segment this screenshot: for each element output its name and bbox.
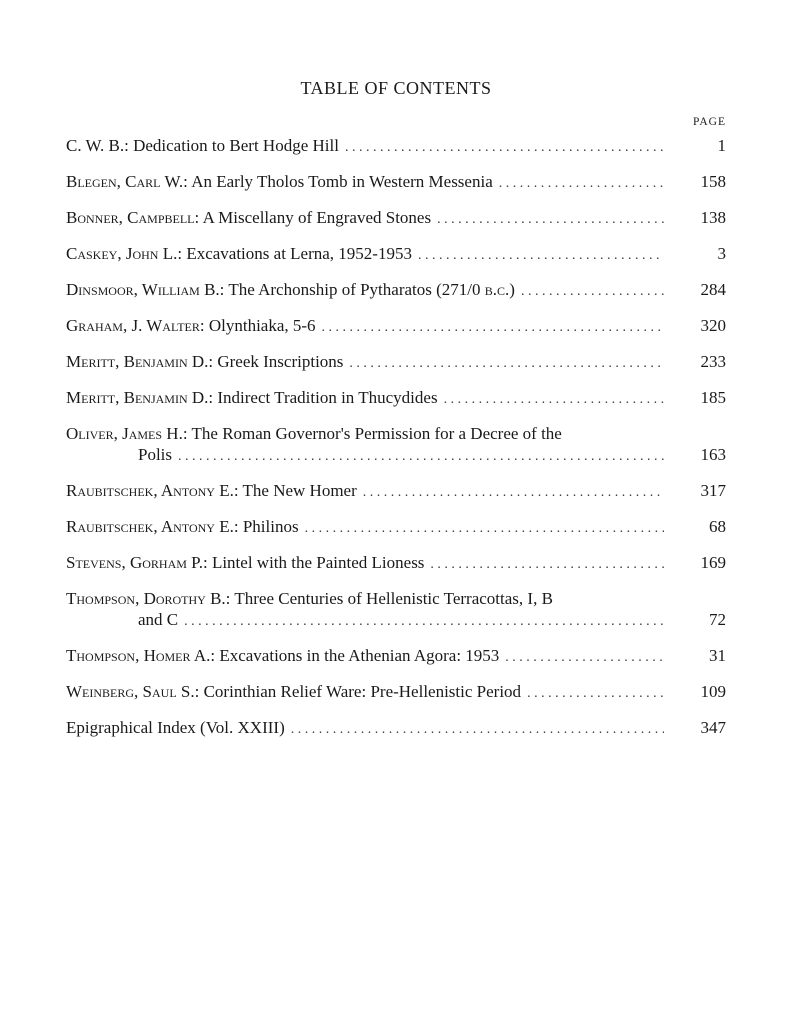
dot-leader (527, 683, 664, 704)
toc-entry[interactable] (66, 207, 726, 228)
dot-leader (521, 281, 664, 302)
dot-leader (430, 554, 664, 575)
entry-author: Meritt, Benjamin D.: (66, 388, 214, 407)
toc-entry[interactable] (66, 480, 726, 501)
entry-title: The Archonship of Pytharatos (271/0 (228, 280, 481, 299)
entry-page-number: 185 (700, 388, 726, 407)
entry-page-number: 233 (700, 352, 726, 371)
dot-leader (184, 611, 664, 632)
toc-entry[interactable] (66, 171, 726, 192)
entry-author: Meritt, Benjamin D.: (66, 352, 214, 371)
dot-leader (349, 353, 664, 374)
page-title: TABLE OF CONTENTS (300, 78, 492, 98)
entry-title-continuation: Polis (138, 445, 173, 464)
dot-leader (437, 209, 664, 230)
entry-title: Three Centuries of Hellenistic Terracottas, I, B (234, 589, 553, 608)
dot-leader (345, 137, 664, 158)
toc-entry[interactable] (66, 387, 726, 408)
entry-author: Blegen, Carl W.: (66, 172, 188, 191)
toc-entry[interactable] (66, 681, 726, 702)
toc-entry[interactable] (66, 552, 726, 573)
entry-title: Excavations at Lerna, 1952-1953 (186, 244, 412, 263)
entry-page-number: 158 (700, 172, 726, 191)
toc-entry[interactable] (66, 279, 726, 300)
entry-page-number: 68 (709, 517, 726, 536)
entry-author: Oliver, James H.: (66, 424, 188, 443)
entry-author: Weinberg, Saul S.: (66, 682, 200, 701)
toc-entry[interactable] (66, 135, 726, 156)
entry-author: Raubitschek, Antony E.: (66, 517, 239, 536)
entry-title: Olynthiaka, 5-6 (208, 316, 316, 335)
entry-page-number: 169 (700, 553, 726, 572)
toc-entry[interactable] (66, 717, 726, 738)
entry-title: Epigraphical Index (Vol. XXIII) (66, 718, 285, 737)
dot-leader (322, 317, 664, 338)
entry-author: Bonner, Campbell: (66, 208, 200, 227)
dot-leader (178, 446, 664, 467)
entry-title: Excavations in the Athenian Agora: 1953 (219, 646, 500, 665)
entry-page-number: 320 (700, 316, 726, 335)
page-column-label: PAGE (693, 116, 726, 128)
entry-author: Stevens, Gorham P.: (66, 553, 208, 572)
dot-leader (505, 647, 664, 668)
toc-entry[interactable] (66, 315, 726, 336)
toc-entry[interactable] (66, 645, 726, 666)
entry-author: Thompson, Dorothy B.: (66, 589, 231, 608)
entry-author: Caskey, John L.: (66, 244, 183, 263)
entry-title: The Roman Governor's Permission for a Decree of the (191, 424, 562, 443)
entry-author: Thompson, Homer A.: (66, 646, 216, 665)
entry-page-number: 138 (700, 208, 726, 227)
entry-author: Raubitschek, Antony E.: (66, 481, 239, 500)
toc-entry[interactable] (66, 516, 726, 537)
dot-leader (305, 518, 664, 539)
dot-leader (444, 389, 664, 410)
toc-entry[interactable] (66, 351, 726, 372)
entry-page-number: 284 (700, 280, 726, 299)
dot-leader (418, 245, 664, 266)
entry-page-number: 1 (717, 136, 726, 155)
entry-title: Philinos (242, 517, 299, 536)
table-of-contents (66, 135, 726, 753)
entry-title: An Early Tholos Tomb in Western Messenia (191, 172, 493, 191)
dot-leader (291, 719, 664, 740)
entry-author: Graham, J. Walter: (66, 316, 205, 335)
entry-title: Indirect Tradition in Thucydides (217, 388, 438, 407)
entry-title: Dedication to Bert Hodge Hill (133, 136, 339, 155)
dot-leader (363, 482, 664, 503)
toc-entry[interactable] (66, 423, 726, 465)
entry-page-number: 317 (700, 481, 726, 500)
toc-entry[interactable] (66, 243, 726, 264)
entry-title: The New Homer (242, 481, 357, 500)
entry-page-number: 347 (700, 718, 726, 737)
entry-title-suffix: b.c.) (484, 280, 515, 299)
entry-title: Lintel with the Painted Lioness (211, 553, 425, 572)
entry-page-number: 163 (700, 445, 726, 464)
entry-page-number: 31 (709, 646, 726, 665)
entry-title-continuation: and C (138, 610, 179, 629)
entry-title: Greek Inscriptions (217, 352, 344, 371)
entry-page-number: 109 (700, 682, 726, 701)
entry-author: Dinsmoor, William B.: (66, 280, 225, 299)
entry-title: Corinthian Relief Ware: Pre-Hellenistic Period (203, 682, 522, 701)
entry-page-number: 3 (717, 244, 726, 263)
entry-page-number: 72 (709, 610, 726, 629)
entry-author: C. W. B.: (66, 136, 129, 155)
entry-title: A Miscellany of Engraved Stones (202, 208, 432, 227)
toc-entry[interactable] (66, 588, 726, 630)
dot-leader (499, 173, 664, 194)
